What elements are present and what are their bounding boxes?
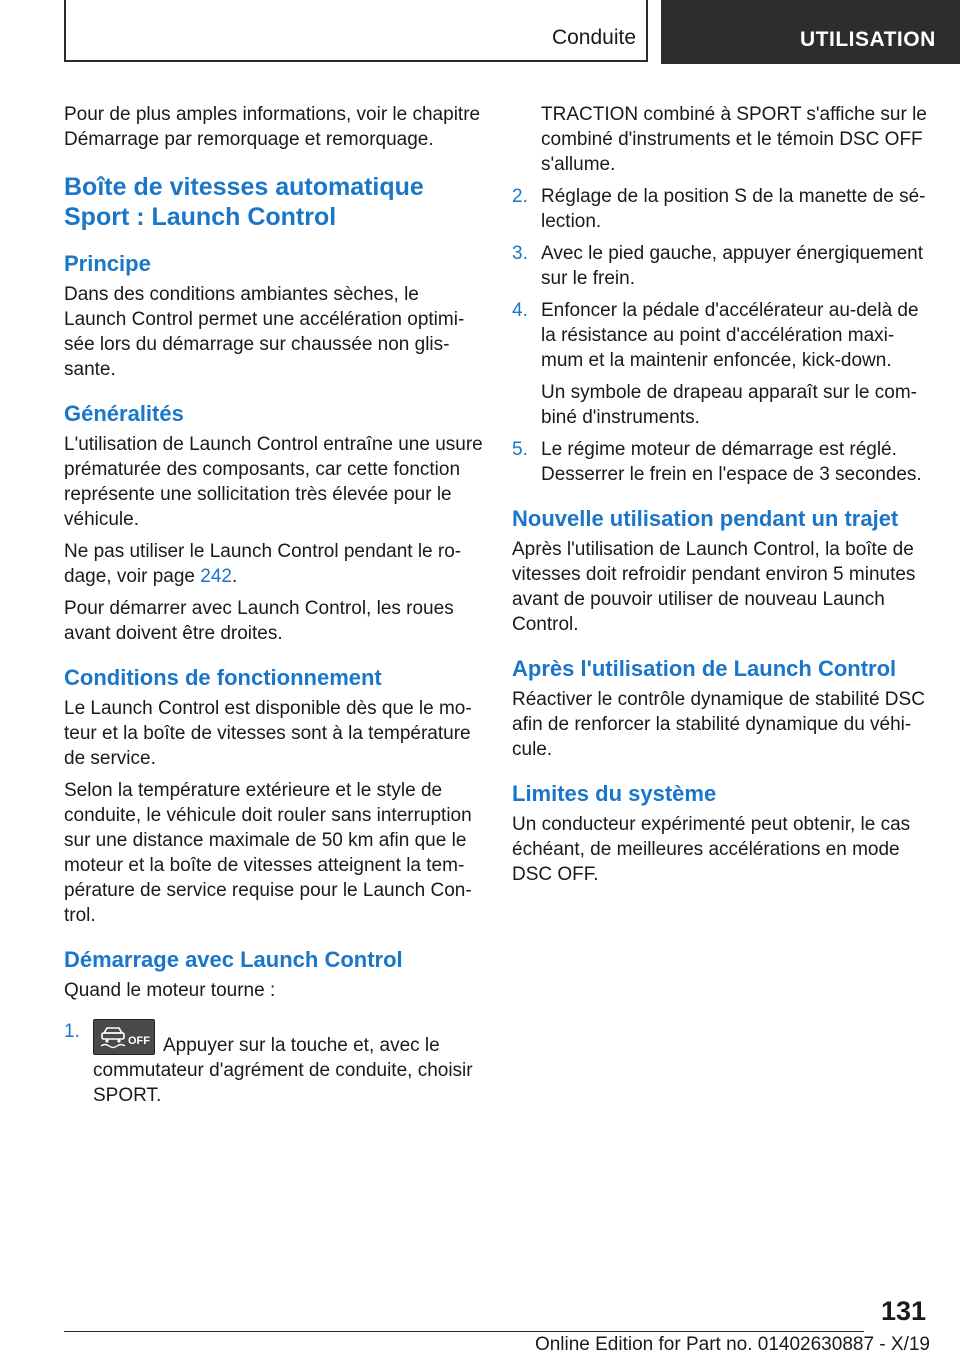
step-item [512,298,930,430]
step-text [93,1019,484,1108]
demarrage-p1: Quand le moteur tourne : [64,980,276,1001]
main-title: Boîte de vitesses automatique Sport : Launch Control [64,173,424,231]
demarrage-heading: Démarrage avec Launch Control [64,947,403,972]
step-number: 4. [512,300,528,321]
generalites-p2-end: . [231,566,238,587]
step-number: 5. [512,439,528,460]
step-text: Avec le pied gauche, appuyer énergiquement sur le frein. [541,243,924,289]
step-text: Réglage de la position S de la manette de sélection. [541,186,926,232]
generalites-p2-text: Ne pas utiliser le Launch Control pendant le rodage, voir page [64,541,462,587]
header-chapter-tab: UTILISATION [661,0,960,64]
intro-paragraph: Pour de plus amples informations, voir le chapitre Démarrage par remorquage et remorquage. [64,104,481,150]
dsc-off-label: OFF [128,1035,150,1047]
footer-divider [64,1331,864,1332]
generalites-heading: Généralités [64,401,184,426]
step1-continuation: TRACTION combiné à SPORT s'affiche sur le combiné d'instruments et le témoin DSC OFF s'allume. [541,104,927,175]
apres-heading: Après l'utilisation de Launch Control [512,656,897,681]
step-item [512,184,930,234]
conditions-p2: Selon la température extérieure et le style de conduite, le véhicule doit rouler sans interruption sur une distance maximale de 50 km afin que le moteur et la boîte de vitesses atteignent la température de service requise pour le Launch Control. [64,780,472,926]
step-number: 2. [512,186,528,207]
right-column [512,102,930,894]
principe-heading: Principe [64,251,151,276]
conditions-p1: Le Launch Control est disponible dès que le moteur et la boîte de vitesses sont à la température de service. [64,698,472,769]
principe-text: Dans des conditions ambiantes sèches, le Launch Control permet une accélération optimisée lors du démarrage sur chaussée non glissante. [64,284,465,380]
nouvelle-heading: Nouvelle utilisation pendant un trajet [512,506,899,531]
dsc-off-button-icon [93,1019,155,1055]
step-item [64,1019,484,1108]
step-number: 3. [512,243,528,264]
page-number: 131 [880,1296,926,1326]
footer-edition: Online Edition for Part no. 01402630887 - X/19 [534,1334,930,1355]
limites-heading: Limites du système [512,781,717,806]
step-item [512,241,930,291]
page-link[interactable]: 242 [200,566,232,587]
apres-text: Réactiver le contrôle dynamique de stabilité DSC afin de renforcer la stabilité dynamique du véhicule. [512,689,925,760]
header-section-title: Conduite [551,26,636,49]
step-item [512,437,930,487]
step-note: Un symbole de drapeau apparaît sur le combiné d'instruments. [541,382,917,428]
generalites-p2 [64,539,484,589]
limites-text: Un conducteur expérimenté peut obtenir, le cas échéant, de meilleures accélérations en mode DSC OFF. [512,814,911,885]
step-text: Le régime moteur de démarrage est réglé. Desserrer le frein en l'espace de 3 secondes. [541,439,922,485]
nouvelle-text: Après l'utilisation de Launch Control, la boîte de vitesses doit refroidir pendant environ 5 minutes avant de pouvoir utiliser de nouveau Launch Control. [512,539,916,635]
step-text: Enfoncer la pédale d'accélérateur au-delà de la résistance au point d'accélération maximum et la maintenir enfoncée, kick-down. [541,300,919,371]
conditions-heading: Conditions de fonctionnement [64,665,382,690]
left-column [64,102,484,1115]
step-number: 1. [64,1021,80,1042]
generalites-p1: L'utilisation de Launch Control entraîne une usure prématurée des composants, car cette fonction représente une sollicitation très élevée pour le véhicule. [64,434,483,530]
step-text-content: Appuyer sur la touche et, avec le commutateur d'agrément de conduite, choisir SPORT. [93,1035,473,1106]
generalites-p3: Pour démarrer avec Launch Control, les roues avant doivent être droites. [64,598,454,644]
